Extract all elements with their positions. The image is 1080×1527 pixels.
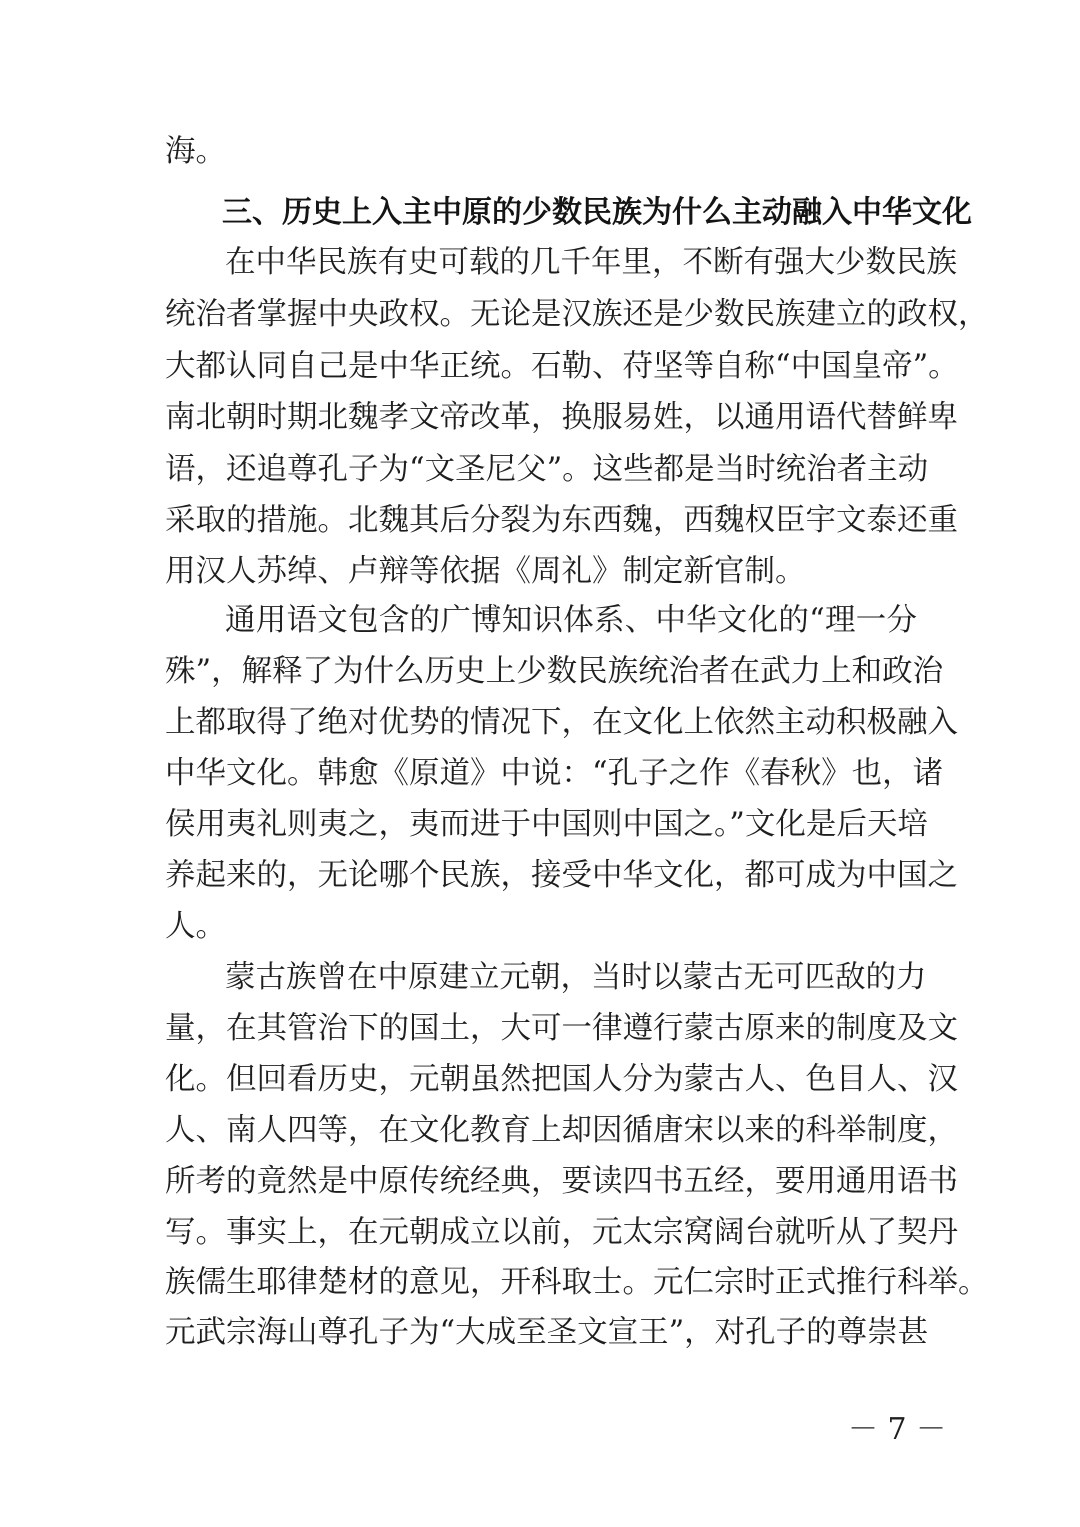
text-line: 所考的竟然是中原传统经典，要读四书五经，要用通用语书 (165, 1164, 958, 1199)
text-line: 养起来的，无论哪个民族，接受中华文化，都可成为中国之 (165, 858, 958, 893)
text-line: 在中华民族有史可载的几千年里，不断有强大少数民族 (225, 245, 957, 280)
text-line: 语，还追尊孔子为“文圣尼父”。这些都是当时统治者主动 (165, 452, 929, 487)
text-line: 大都认同自己是中华正统。石勒、苻坚等自称“中国皇帝”。 (165, 349, 959, 384)
text-line: 采取的措施。北魏其后分裂为东西魏，西魏权臣宇文泰还重 (165, 503, 958, 538)
text-line: 上都取得了绝对优势的情况下，在文化上依然主动积极融入 (165, 705, 958, 740)
text-line: 元武宗海山尊孔子为“大成至圣文宣王”，对孔子的尊崇甚 (165, 1315, 929, 1350)
section-heading: 三、历史上入主中原的少数民族为什么主动融入中华文化 (222, 195, 972, 230)
text-line: 通用语文包含的广博知识体系、中华文化的“理一分 (225, 603, 917, 638)
text-line: 侯用夷礼则夷之，夷而进于中国则中国之。”文化是后天培 (165, 807, 928, 842)
text-line: 海。 (165, 134, 226, 169)
text-line: 量，在其管治下的国土，大可一律遵行蒙古原来的制度及文 (165, 1011, 958, 1046)
text-line: 人、南人四等，在文化教育上却因循唐宋以来的科举制度， (165, 1113, 958, 1148)
text-line: 用汉人苏绰、卢辩等依据《周礼》制定新官制。 (165, 554, 806, 589)
text-line: 中华文化。韩愈《原道》中说：“孔子之作《春秋》也，诸 (165, 756, 944, 791)
text-line: 人。 (165, 909, 226, 944)
text-line: 化。但回看历史，元朝虽然把国人分为蒙古人、色目人、汉 (165, 1062, 958, 1097)
text-line: 统治者掌握中央政权。无论是汉族还是少数民族建立的政权， (165, 297, 989, 332)
text-line: 南北朝时期北魏孝文帝改革，换服易姓，以通用语代替鲜卑 (165, 400, 958, 435)
text-line: 写。事实上，在元朝成立以前，元太宗窝阔台就听从了契丹 (165, 1215, 958, 1250)
text-line: 族儒生耶律楚材的意见，开科取士。元仁宗时正式推行科举。 (165, 1265, 989, 1300)
page-number: － 7 － (848, 1412, 947, 1447)
text-line: 蒙古族曾在中原建立元朝，当时以蒙古无可匹敌的力 (225, 960, 927, 995)
text-line: 殊”，解释了为什么历史上少数民族统治者在武力上和政治 (165, 654, 944, 689)
